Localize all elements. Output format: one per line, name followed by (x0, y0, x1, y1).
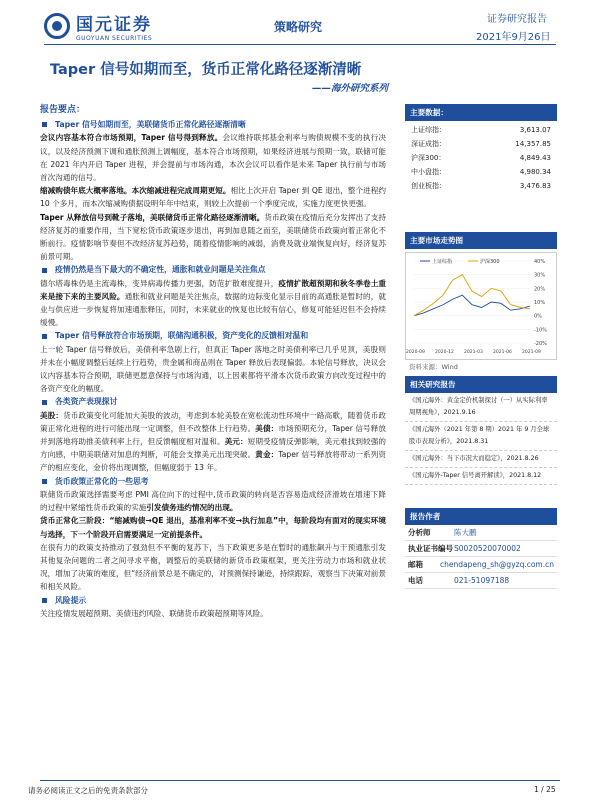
chart-source: 资料来源：Wind (409, 363, 458, 371)
index-row (405, 137, 557, 151)
brand-name-en: GUOYUAN SECURITIES (76, 35, 153, 42)
bullet-square-icon (42, 122, 47, 127)
series-label: ——海外研究系列 (311, 83, 388, 94)
market-chart-box (405, 232, 557, 373)
index-value: 4,980.34 (519, 168, 551, 176)
chart-heading: 主要市场走势图 (405, 232, 557, 249)
paragraph: 在很有力的政策支持推动了强劲但不平衡的复苏下，当下政策更多是在暂时的通胀飙升与干预通胀引发其他复杂问题的二者之间寻求平衡，调整后的美联储的新货币政策框架，更关注劳动力市场和就业状况，增加了决策的难度，但“经济前景总是不确定的，对预测保持谦逊，持续跟踪，观察当下决策对前景和相关风险。 (40, 542, 386, 592)
summary-column (40, 104, 386, 620)
y-tick-label: 10% (534, 300, 546, 306)
index-value: 3,613.07 (519, 126, 551, 134)
index-name: 上证综指： (411, 126, 446, 134)
author-field-value: S0020520070002 (454, 544, 521, 553)
y-tick-label: -20% (534, 341, 547, 347)
author-row (405, 541, 557, 557)
related-research-box (405, 376, 557, 485)
related-report-item[interactable]: 《国元海外：当下市况大而稳定》，2021.8.26 (405, 451, 557, 468)
index-row (405, 165, 557, 179)
bullet-square-icon (42, 479, 47, 484)
summary-label: 报告要点： (40, 105, 86, 115)
report-type: 策略研究 (274, 20, 323, 34)
author-field-label: 执业证书编号 (408, 544, 453, 553)
paragraph: 缩减购债年底大概率落地。本次缩减进程完成周期更短。相比上次开启 Taper 到 QE 退出，整个进程约 10 个多月，而本次缩减购债据设明年年中结束，则较上次提前一个季度完成，实施力度更快更强。 (40, 186, 387, 209)
index-name: 创业板指： (411, 182, 446, 190)
paragraph: 联储货币政策选择需要考虑 PMI 高位向下的过程中,货币政策的转向是否容易造成经济滑坡在增速下降的过程中紧缩性货币政策的实施引发债务违约情况的出现。 (40, 489, 386, 513)
report-date: 2021年9月26日 (476, 32, 551, 43)
author-heading: 报告作者 (405, 508, 557, 525)
author-row (405, 557, 557, 573)
author-field-value: chendapeng_sh@gyzq.com.cn (440, 560, 554, 569)
bullet-square-icon (42, 334, 47, 339)
header-divider (44, 44, 556, 45)
section-heading: 货币政策正常化的一些思考 (40, 475, 386, 488)
author-field-value: 021-51097188 (454, 576, 510, 585)
y-tick-label: 40% (534, 259, 546, 265)
index-row (405, 123, 557, 137)
related-report-item[interactable]: 《国元海外-Taper 信号离开解读》，2021.8.12 (405, 468, 557, 485)
y-tick-label: 30% (534, 272, 546, 279)
author-field-label: 分析师 (408, 528, 431, 537)
disclaimer-note: 请务必阅读正文之后的免责条款部分 (28, 786, 148, 795)
author-field-label: 邮箱 (408, 560, 423, 569)
section-heading: Taper 信号释放符合市场预期，联储沟通积极，资产变化的反馈相对温和 (40, 329, 386, 342)
index-value: 14,357.85 (515, 140, 551, 148)
paragraph: 上一轮 Taper 信号释放后，美债利率急剧上行，但真正 Taper 落地之时美债利率已几乎见顶，美股则并未在小幅度调整后延续上行趋势，贵金属和商品则在 Taper 释放后表现偏弱。本轮信号释放，决议会议内容基本符合预期，联储更愿意保持与市场沟通，以上因素都将平滑本次货币政策方向改变过程中的各资产变化的幅度。 (40, 344, 386, 394)
paragraph: 货币正常化三阶段：“缩减购债→QE 退出，基准利率不变→执行加息”中，每阶段均有面对的现实环境与选择，下一个阶段开启需要满足一定前提条件。 (40, 516, 386, 539)
logo-icon (44, 13, 70, 39)
legend-label: 沪深300 (480, 259, 500, 265)
author-box (405, 508, 557, 589)
page-number: 1 / 25 (534, 785, 556, 794)
author-field-label: 电话 (408, 576, 423, 585)
bullet-square-icon (42, 400, 47, 405)
author-row (405, 573, 557, 589)
bullet-square-icon (42, 268, 47, 273)
index-value: 3,476.83 (519, 182, 551, 190)
footer-divider (40, 780, 560, 781)
x-tick-label: 2021-06 (493, 350, 512, 355)
paragraph: 会议内容基本符合市场预期，Taper 信号得到释放。会议维持联邦基金利率与购债规模不变的执行决议，以及经济预测下调和通胀预测上调幅度，基本符合市场预期，如果经济进展与预期一致，联储可能在 2021 年内开启 Taper 进程，并会提前与市场沟通，本次会议可以看作是未来 Taper 执行前与市场首次沟通的信号。 (40, 133, 386, 183)
section-heading: 风险提示 (40, 594, 386, 607)
x-tick-label: 2020-12 (435, 350, 454, 355)
brand-logo (44, 10, 152, 42)
x-tick-label: 2021-03 (464, 350, 483, 355)
brand-name-cn: 国元证券 (76, 15, 152, 35)
index-value: 4,849.43 (519, 154, 551, 162)
report-category: 证券研究报告 (487, 14, 547, 25)
market-trend-chart (406, 253, 556, 359)
index-name: 深证成指： (411, 140, 446, 148)
y-tick-label: -10% (534, 327, 547, 334)
section-heading: 各类资产表现探讨 (40, 395, 386, 408)
paragraph: Taper 从释放信号到靴子落地，美联储货币正常化路径逐渐清晰。货币政策在疫情后充分发挥出了支持经济复苏的重要作用，当下宽松货币政策逐步退出，再到加息随之而至，美联储货币政策向着正常化不断前行。疫情影响节奏但不改经济复苏趋势，随着疫情影响的减弱，消费及就业端恢复向好，经济复苏前景可期。 (40, 212, 387, 262)
related-heading: 相关研究报告 (405, 376, 557, 393)
index-row (405, 179, 557, 193)
index-row (405, 151, 557, 165)
section-heading: Taper 信号如期而至，美联储货币正常化路径逐渐清晰 (40, 118, 386, 131)
index-name: 沪深300： (411, 154, 446, 162)
y-tick-label: 0% (534, 313, 542, 320)
y-tick-label: 20% (534, 286, 546, 293)
x-tick-label: 2021-09 (522, 350, 541, 355)
related-report-item[interactable]: 《国元海外（2021 年第 8 期）2021 年 9 月全球股市表现分析》，2021.8.31 (405, 422, 557, 451)
page-title: Taper 信号如期而至，货币正常化路径逐渐清晰 (50, 62, 362, 78)
paragraph: 美股：货币政策变化可能加大美股的波动，考虑到本轮美股在宽松流动性环境中一路高歌，随着货币政策正常化进程的进行可能出现一定调整，但不改整体上行趋势。美债：市场预期充分，Taper 信号释放并到落地将助推美债利率上行，但反馈幅度相对温和。美元：短期受疫情反弹影响，美元难找到较强的方向感，中期美联储对加息的判断，可能会支撑美元出现突破。黄金：Taper 信号释放将带动一系列资产的相应变化，金价将出现调整，但幅度弱于 13 年。 (40, 410, 387, 473)
paragraph: 关注疫情发展超预期、美债违约风险、联储货币政策超预期等风险。 (40, 608, 268, 618)
author-field-value: 陈大鹏 (454, 528, 477, 537)
key-data-box (405, 104, 557, 193)
related-report-item[interactable]: 《国元海外：黄金定价机制探讨（一）从实际利率周期视角》，2021.9.16 (405, 393, 557, 422)
index-name: 中小盘指： (411, 168, 446, 176)
key-data-heading: 主要数据： (405, 104, 557, 121)
legend-label: 上证综指 (432, 259, 453, 265)
author-row (405, 525, 557, 541)
x-tick-label: 2020-09 (406, 350, 425, 355)
page-header (0, 0, 600, 44)
bullet-square-icon (42, 598, 47, 603)
paragraph: 德尔塔毒株仍是主流毒株，变异病毒传播力更强，防范扩散难度提升，疫情扩散超预期和秋冬季卷土重来是接下来的主要风险。通胀和就业问题是关注焦点，数据的边际变化显示目前的高通胀是暂时的，就业与供应进一步恢复将加速通胀释压，同时，未来就业的恢复也比较有信心，修复可能延迟但不会持续缓慢。 (40, 278, 387, 328)
section-heading: 疫情仍然是当下最大的不确定性，通胀和就业问题是关注焦点 (40, 263, 386, 276)
